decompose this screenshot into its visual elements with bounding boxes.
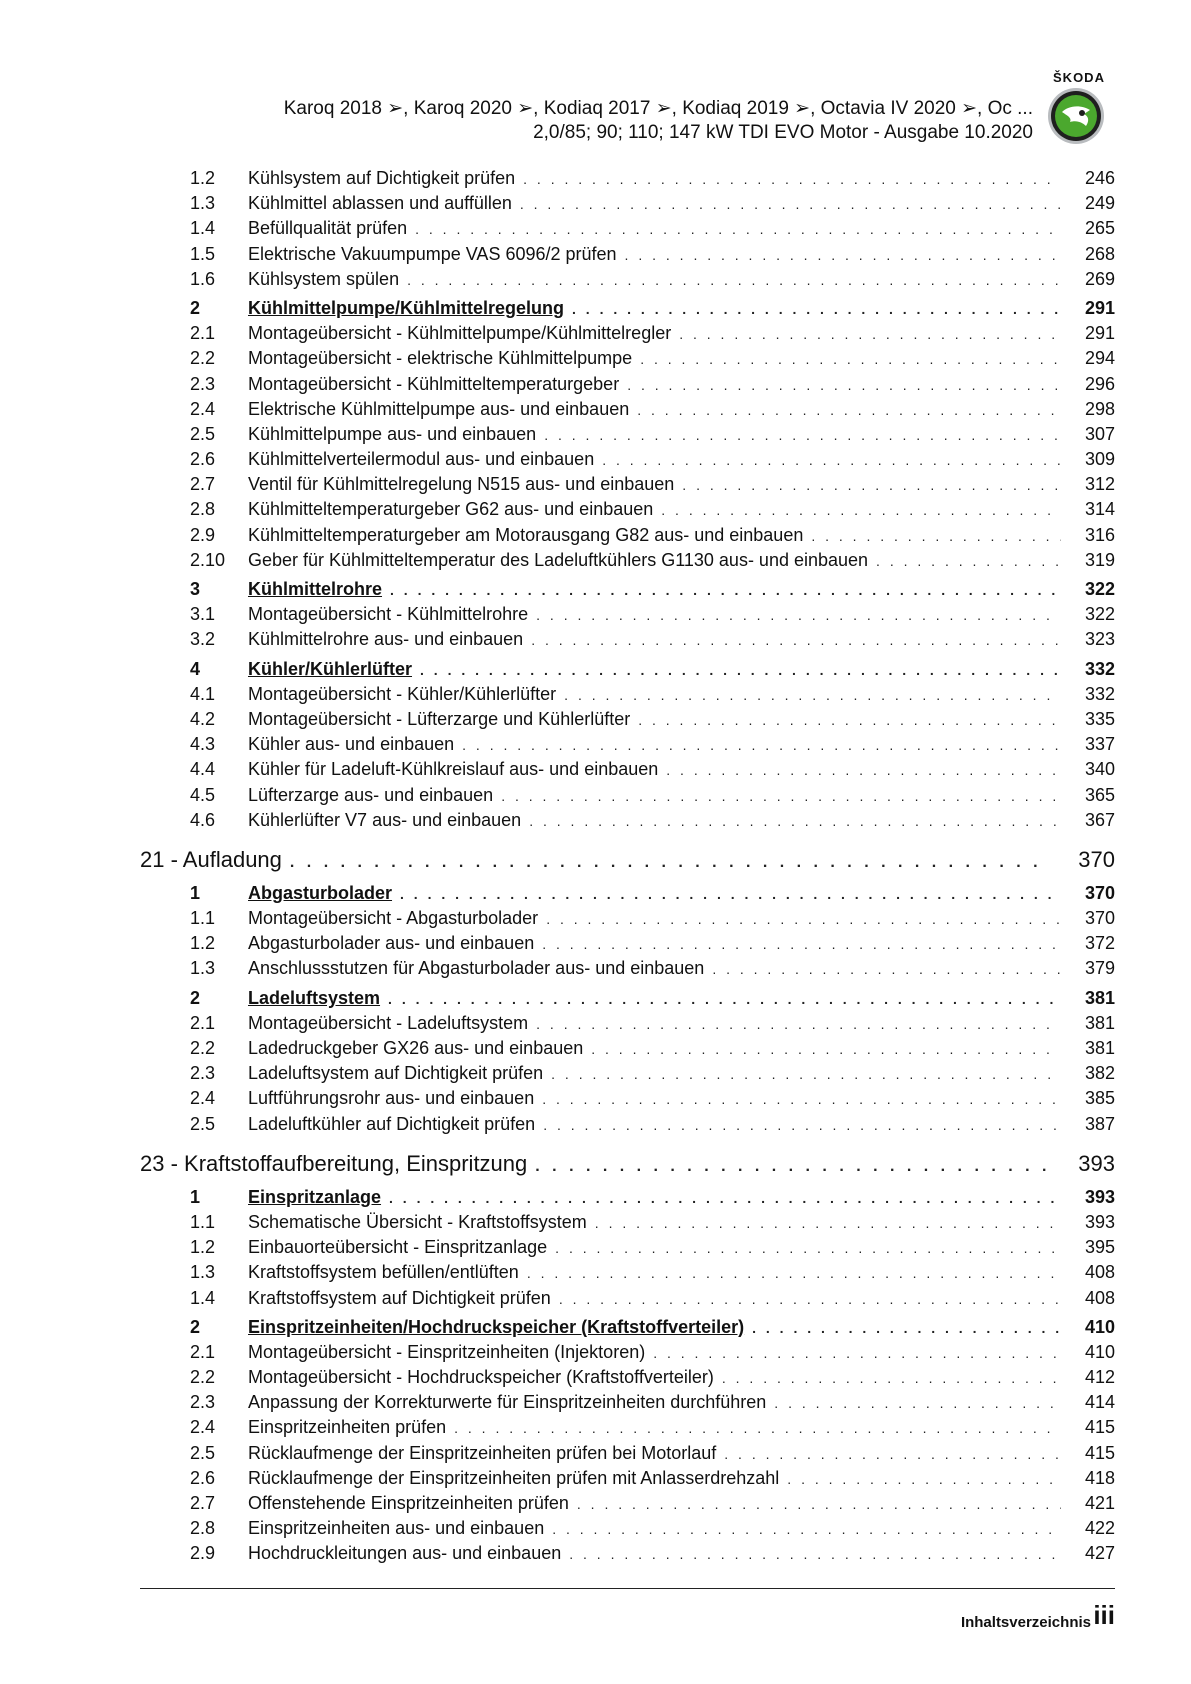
toc-entry-page: 387 — [1084, 1113, 1115, 1134]
toc-dot-leader — [520, 192, 1061, 217]
toc-dot-leader — [542, 1087, 1061, 1112]
toc-entry-page: 319 — [1084, 549, 1115, 570]
toc-entry-title: Montageübersicht - Lüfterzarge und Kühlerlüfter — [248, 708, 631, 729]
toc-entry-sub[interactable] — [140, 447, 1115, 472]
toc-entry-sub[interactable] — [140, 1235, 1115, 1260]
toc-dot-leader — [595, 1211, 1061, 1236]
toc-entry-page: 291 — [1084, 297, 1115, 318]
toc-entry-sub[interactable] — [140, 422, 1115, 447]
header-vehicle-models: Karoq 2018 ➢, Karoq 2020 ➢, Kodiaq 2017 ➢, Kodiaq 2019 ➢, Octavia IV 2020 ➢, Oc ... — [283, 98, 1033, 119]
toc-dot-leader — [531, 628, 1061, 653]
toc-entry-section[interactable] — [140, 1185, 1115, 1210]
toc-entry-page: 370 — [1084, 882, 1115, 903]
toc-entry-title: Montageübersicht - Kühlmittelrohre — [248, 604, 529, 625]
toc-entry-title: Abgasturbolader — [248, 882, 393, 903]
toc-dot-leader — [523, 167, 1061, 192]
toc-entry-number: 4.2 — [190, 708, 216, 729]
toc-entry-number: 1 — [190, 1186, 201, 1207]
toc-entry-number: 3.2 — [190, 629, 216, 650]
toc-entry-sub[interactable] — [140, 1210, 1115, 1235]
toc-dot-leader — [752, 1316, 1061, 1341]
toc-dot-leader — [389, 1186, 1061, 1211]
toc-entry-number: 1.2 — [190, 1237, 216, 1258]
toc-entry-title: Kühlmittelpumpe aus- und einbauen — [248, 423, 537, 444]
toc-entry-title: Elektrische Vakuumpumpe VAS 6096/2 prüfen — [248, 243, 617, 264]
toc-entry-page: 381 — [1084, 1012, 1115, 1033]
toc-entry-title: Ladeluftsystem auf Dichtigkeit prüfen — [248, 1063, 544, 1084]
toc-entry-number: 1.3 — [190, 1262, 216, 1283]
toc-entry-title: Einspritzanlage — [248, 1186, 382, 1207]
toc-entry-sub[interactable] — [140, 346, 1115, 371]
toc-dot-leader — [535, 1150, 1049, 1184]
page-header — [0, 60, 1191, 150]
toc-entry-title: Montageübersicht - Einspritzeinheiten (Injektoren) — [248, 1341, 646, 1362]
toc-entry-title: Kühlmitteltemperaturgeber am Motorausgang G82 aus- und einbauen — [248, 524, 804, 545]
toc-entry-page: 408 — [1084, 1262, 1115, 1283]
toc-entry-sub[interactable] — [140, 783, 1115, 808]
toc-entry-number: 3 — [190, 579, 201, 599]
toc-entry-sub[interactable] — [140, 1112, 1115, 1137]
brand-name: ŠKODA — [1053, 70, 1105, 85]
toc-dot-leader — [407, 268, 1061, 293]
toc-entry-page: 367 — [1084, 809, 1115, 830]
toc-entry-title: Kühlmittelpumpe/Kühlmittelregelung — [248, 297, 565, 318]
toc-entry-sub[interactable] — [140, 1086, 1115, 1111]
toc-entry-title: Montageübersicht - Kühlmitteltemperaturgeber — [248, 373, 620, 394]
toc-dot-leader — [462, 733, 1061, 758]
toc-dot-leader — [542, 932, 1061, 957]
toc-dot-leader — [388, 987, 1061, 1012]
toc-entry-title: Kühlmittelrohre aus- und einbauen — [248, 629, 524, 650]
skoda-logo-icon — [1046, 86, 1106, 146]
toc-entry-section[interactable] — [140, 296, 1115, 321]
toc-entry-number: 3.1 — [190, 604, 216, 625]
toc-entry-title: Hochdruckleitungen aus- und einbauen — [248, 1543, 562, 1564]
toc-entry-page: 296 — [1084, 373, 1115, 394]
toc-entry-title: Luftführungsrohr aus- und einbauen — [248, 1088, 535, 1109]
toc-entry-sub[interactable] — [140, 242, 1115, 267]
toc-entry-number: 2.5 — [190, 1113, 216, 1134]
toc-dot-leader — [400, 882, 1061, 907]
toc-dot-leader — [666, 758, 1061, 783]
toc-entry-sub[interactable] — [140, 732, 1115, 757]
toc-dot-leader — [415, 217, 1061, 242]
toc-dot-leader — [591, 1037, 1061, 1062]
toc-dot-leader — [544, 423, 1061, 448]
toc-entry-sub[interactable] — [140, 602, 1115, 627]
toc-dot-leader — [637, 398, 1061, 423]
toc-entry-number: 2.9 — [190, 524, 216, 545]
toc-entry-section[interactable] — [140, 881, 1115, 906]
toc-dot-leader — [682, 473, 1061, 498]
toc-entry-title: Kühler aus- und einbauen — [248, 734, 455, 755]
toc-entry-number: 2.1 — [190, 1012, 216, 1033]
toc-entry-number: 2.3 — [190, 1392, 216, 1413]
toc-entry-number: 4.3 — [190, 734, 216, 755]
toc-entry-page: 393 — [1078, 1150, 1115, 1176]
toc-dot-leader — [638, 708, 1061, 733]
toc-entry-page: 410 — [1084, 1316, 1115, 1337]
toc-entry-page: 268 — [1084, 243, 1115, 264]
toc-dot-leader — [712, 957, 1061, 982]
toc-dot-leader — [290, 846, 1049, 880]
toc-entry-number: 2.2 — [190, 1367, 216, 1388]
toc-entry-title: Befüllqualität prüfen — [248, 218, 408, 239]
toc-entry-page: 427 — [1084, 1543, 1115, 1564]
toc-entry-number: 4 — [190, 658, 201, 679]
footer-section-label: Inhaltsverzeichnis — [960, 1614, 1091, 1631]
toc-entry-title: 21 - Aufladung — [140, 846, 282, 872]
toc-entry-title: Anschlussstutzen für Abgasturbolader aus- und einbauen — [248, 958, 705, 979]
toc-entry-title: Einspritzeinheiten prüfen — [248, 1417, 447, 1438]
toc-entry-page: 322 — [1084, 579, 1115, 599]
toc-entry-page: 385 — [1084, 1088, 1115, 1109]
toc-entry-page: 312 — [1084, 474, 1115, 495]
toc-entry-sub[interactable] — [140, 1365, 1115, 1390]
toc-entry-title: Kühlmittelrohre — [248, 579, 383, 599]
toc-entry-sub[interactable] — [140, 682, 1115, 707]
toc-entry-title: Montageübersicht - elektrische Kühlmittelpumpe — [248, 348, 633, 369]
toc-entry-title: Anpassung der Korrekturwerte für Einspritzeinheiten durchführen — [248, 1392, 767, 1413]
toc-entry-page: 322 — [1084, 604, 1115, 625]
toc-entry-number: 2.6 — [190, 1467, 216, 1488]
toc-entry-sub[interactable] — [140, 1390, 1115, 1415]
toc-entry-title: Ladeluftsystem — [248, 987, 381, 1008]
toc-entry-page: 418 — [1084, 1467, 1115, 1488]
toc-entry-number: 1.4 — [190, 218, 216, 239]
toc-entry-page: 298 — [1084, 398, 1115, 419]
toc-entry-number: 2.9 — [190, 1543, 216, 1564]
toc-entry-title: Montageübersicht - Kühlmittelpumpe/Kühlmittelregler — [248, 323, 672, 344]
toc-entry-title: Ventil für Kühlmittelregelung N515 aus- und einbauen — [248, 474, 675, 495]
toc-entry-page: 332 — [1084, 683, 1115, 704]
toc-entry-page: 381 — [1084, 1038, 1115, 1058]
toc-entry-chapter[interactable] — [140, 1147, 1115, 1181]
toc-entry-page: 265 — [1084, 218, 1115, 239]
toc-entry-sub[interactable] — [140, 1415, 1115, 1440]
toc-dot-leader — [661, 498, 1061, 523]
toc-entry-number: 2.3 — [190, 1063, 216, 1084]
toc-entry-page: 393 — [1084, 1211, 1115, 1232]
toc-entry-page: 316 — [1084, 524, 1115, 545]
toc-dot-leader — [625, 243, 1061, 268]
toc-entry-number: 1.2 — [190, 933, 216, 954]
toc-entry-sub[interactable] — [140, 1516, 1115, 1541]
toc-entry-title: Montageübersicht - Abgasturbolader — [248, 908, 539, 929]
toc-entry-sub[interactable] — [140, 191, 1115, 216]
toc-dot-leader — [527, 1261, 1061, 1286]
toc-entry-page: 370 — [1078, 846, 1115, 872]
toc-dot-leader — [564, 683, 1061, 708]
toc-entry-title: Offenstehende Einspritzeinheiten prüfen — [248, 1493, 569, 1513]
toc-entry-sub[interactable] — [140, 956, 1115, 981]
toc-entry-section[interactable] — [140, 1315, 1115, 1340]
toc-entry-sub[interactable] — [140, 372, 1115, 397]
toc-dot-leader — [501, 784, 1061, 809]
toc-dot-leader — [572, 297, 1061, 322]
toc-dot-leader — [627, 373, 1061, 398]
toc-entry-number: 2.2 — [190, 1038, 216, 1058]
toc-dot-leader — [679, 322, 1061, 347]
toc-entry-title: Elektrische Kühlmittelpumpe aus- und einbauen — [248, 398, 630, 419]
toc-entry-page: 309 — [1084, 449, 1115, 470]
toc-dot-leader — [787, 1467, 1061, 1492]
toc-entry-sub[interactable] — [140, 267, 1115, 292]
toc-entry-title: 23 - Kraftstoffaufbereitung, Einspritzung — [140, 1150, 528, 1176]
toc-entry-title: Einspritzeinheiten/Hochdruckspeicher (Kraftstoffverteiler) — [248, 1316, 745, 1337]
toc-entry-sub[interactable] — [140, 1441, 1115, 1466]
toc-dot-leader — [577, 1492, 1061, 1517]
toc-entry-number: 2.8 — [190, 1518, 216, 1539]
toc-entry-section[interactable] — [140, 986, 1115, 1011]
toc-entry-title: Ladeluftkühler auf Dichtigkeit prüfen — [248, 1113, 536, 1134]
toc-entry-title: Kühlerlüfter V7 aus- und einbauen — [248, 809, 522, 830]
toc-entry-title: Kühlmitteltemperaturgeber G62 aus- und einbauen — [248, 499, 654, 520]
toc-entry-page: 307 — [1084, 423, 1115, 444]
toc-entry-sub[interactable] — [140, 523, 1115, 548]
toc-dot-leader — [536, 603, 1061, 628]
toc-entry-page: 335 — [1084, 708, 1115, 729]
footer-divider — [140, 1588, 1115, 1589]
toc-entry-number: 1.5 — [190, 243, 216, 264]
header-engine-edition: 2,0/85; 90; 110; 147 kW TDI EVO Motor - Ausgabe 10.2020 — [533, 122, 1033, 143]
toc-entry-sub[interactable] — [140, 627, 1115, 652]
toc-dot-leader — [774, 1391, 1061, 1416]
toc-dot-leader — [811, 524, 1061, 549]
toc-entry-number: 2.4 — [190, 1088, 216, 1109]
toc-entry-page: 410 — [1084, 1341, 1115, 1362]
toc-entry-sub[interactable] — [140, 1260, 1115, 1285]
toc-dot-leader — [559, 1287, 1061, 1312]
toc-entry-title: Kraftstoffsystem befüllen/entlüften — [248, 1262, 519, 1283]
toc-entry-page: 421 — [1084, 1493, 1115, 1513]
toc-entry-number: 1.4 — [190, 1287, 216, 1308]
toc-entry-sub[interactable] — [140, 472, 1115, 497]
toc-entry-number: 4.4 — [190, 759, 216, 780]
toc-entry-page: 379 — [1084, 958, 1115, 979]
toc-entry-title: Schematische Übersicht - Kraftstoffsystem — [248, 1211, 587, 1232]
toc-entry-page: 323 — [1084, 629, 1115, 650]
toc-entry-page: 382 — [1084, 1063, 1115, 1084]
toc-dot-leader — [640, 347, 1061, 372]
toc-entry-number: 2.8 — [190, 499, 216, 520]
toc-entry-number: 1.2 — [190, 168, 216, 188]
toc-entry-page: 395 — [1084, 1237, 1115, 1258]
toc-entry-sub[interactable] — [140, 1541, 1115, 1566]
toc-entry-title: Einspritzeinheiten aus- und einbauen — [248, 1518, 545, 1539]
toc-dot-leader — [529, 809, 1061, 834]
toc-dot-leader — [420, 658, 1061, 683]
toc-entry-title: Kühlsystem auf Dichtigkeit prüfen — [248, 168, 516, 188]
toc-entry-page: 422 — [1084, 1518, 1115, 1539]
toc-dot-leader — [569, 1542, 1061, 1567]
toc-dot-leader — [552, 1517, 1061, 1542]
toc-entry-title: Kühlmittelverteilermodul aus- und einbauen — [248, 449, 595, 470]
toc-entry-number: 2.3 — [190, 373, 216, 394]
toc-dot-leader — [536, 1012, 1061, 1037]
toc-dot-leader — [602, 448, 1061, 473]
toc-entry-sub[interactable] — [140, 1036, 1115, 1061]
toc-entry-title: Rücklaufmenge der Einspritzeinheiten prüfen bei Motorlauf — [248, 1442, 717, 1463]
toc-entry-title: Kühlmittel ablassen und auffüllen — [248, 193, 512, 214]
toc-entry-sub[interactable] — [140, 808, 1115, 833]
toc-entry-sub[interactable] — [140, 931, 1115, 956]
toc-entry-section[interactable] — [140, 657, 1115, 682]
toc-entry-number: 2.5 — [190, 423, 216, 444]
toc-entry-sub[interactable] — [140, 166, 1115, 191]
toc-entry-number: 1.1 — [190, 1211, 216, 1232]
toc-entry-page: 412 — [1084, 1367, 1115, 1388]
toc-entry-title: Lüfterzarge aus- und einbauen — [248, 784, 494, 805]
toc-entry-number: 2.10 — [190, 549, 226, 570]
toc-entry-title: Abgasturbolader aus- und einbauen — [248, 933, 535, 954]
toc-entry-page: 314 — [1084, 499, 1115, 520]
toc-entry-title: Kühler/Kühlerlüfter — [248, 658, 413, 679]
toc-entry-page: 393 — [1084, 1186, 1115, 1207]
toc-dot-leader — [722, 1366, 1061, 1391]
table-of-contents — [140, 166, 1115, 1567]
toc-dot-leader — [543, 1113, 1061, 1138]
toc-entry-sub[interactable] — [140, 397, 1115, 422]
toc-entry-page: 269 — [1084, 268, 1115, 289]
toc-entry-page: 249 — [1084, 193, 1115, 214]
toc-dot-leader — [555, 1236, 1061, 1261]
toc-entry-number: 1 — [190, 882, 201, 903]
toc-entry-title: Montageübersicht - Hochdruckspeicher (Kraftstoffverteiler) — [248, 1367, 714, 1388]
toc-entry-sub[interactable] — [140, 216, 1115, 241]
toc-entry-number: 4.1 — [190, 683, 216, 704]
toc-entry-chapter[interactable] — [140, 843, 1115, 877]
toc-entry-number: 1.3 — [190, 193, 216, 214]
toc-dot-leader — [551, 1062, 1061, 1087]
toc-entry-number: 2 — [190, 1316, 201, 1337]
toc-entry-number: 2.5 — [190, 1442, 216, 1463]
toc-entry-sub[interactable] — [140, 1061, 1115, 1086]
toc-entry-sub[interactable] — [140, 757, 1115, 782]
toc-entry-title: Kühlsystem spülen — [248, 268, 400, 289]
toc-entry-title: Geber für Kühlmitteltemperatur des Ladeluftkühlers G1130 aus- und einbauen — [248, 549, 869, 570]
toc-entry-title: Ladedruckgeber GX26 aus- und einbauen — [248, 1038, 584, 1058]
toc-entry-section[interactable] — [140, 577, 1115, 602]
toc-entry-sub[interactable] — [140, 321, 1115, 346]
toc-entry-page: 246 — [1084, 168, 1115, 188]
toc-entry-number: 4.5 — [190, 784, 216, 805]
toc-entry-page: 408 — [1084, 1287, 1115, 1308]
toc-entry-sub[interactable] — [140, 1011, 1115, 1036]
toc-entry-page: 365 — [1084, 784, 1115, 805]
toc-entry-sub[interactable] — [140, 707, 1115, 732]
toc-entry-title: Kraftstoffsystem auf Dichtigkeit prüfen — [248, 1287, 551, 1308]
toc-entry-page: 340 — [1084, 759, 1115, 780]
toc-entry-number: 2.2 — [190, 348, 216, 369]
toc-dot-leader — [390, 578, 1061, 603]
toc-entry-number: 1.3 — [190, 958, 216, 979]
toc-entry-page: 337 — [1084, 734, 1115, 755]
toc-entry-sub[interactable] — [140, 497, 1115, 522]
toc-entry-sub[interactable] — [140, 1340, 1115, 1365]
toc-entry-page: 381 — [1084, 987, 1115, 1008]
toc-dot-leader — [876, 549, 1061, 574]
toc-entry-number: 1.6 — [190, 268, 216, 289]
toc-dot-leader — [724, 1442, 1061, 1467]
toc-entry-sub[interactable] — [140, 906, 1115, 931]
toc-entry-title: Kühler für Ladeluft-Kühlkreislauf aus- und einbauen — [248, 759, 659, 780]
toc-entry-number: 1.1 — [190, 908, 216, 929]
footer-page-number: iii — [1093, 1600, 1115, 1630]
toc-entry-number: 2.7 — [190, 474, 216, 495]
toc-entry-number: 2.4 — [190, 398, 216, 419]
toc-entry-number: 2 — [190, 987, 201, 1008]
toc-entry-page: 332 — [1084, 658, 1115, 679]
toc-entry-number: 2 — [190, 297, 201, 318]
toc-entry-page: 294 — [1084, 348, 1115, 369]
toc-entry-number: 2.7 — [190, 1493, 216, 1513]
toc-entry-number: 2.6 — [190, 449, 216, 470]
toc-entry-page: 372 — [1084, 933, 1115, 954]
toc-entry-page: 414 — [1084, 1392, 1115, 1413]
toc-entry-title: Montageübersicht - Ladeluftsystem — [248, 1012, 529, 1033]
toc-entry-page: 415 — [1084, 1442, 1115, 1463]
toc-entry-sub[interactable] — [140, 548, 1115, 573]
toc-entry-sub[interactable] — [140, 1286, 1115, 1311]
toc-entry-title: Rücklaufmenge der Einspritzeinheiten prüfen mit Anlasserdrehzahl — [248, 1467, 780, 1488]
toc-entry-page: 415 — [1084, 1417, 1115, 1438]
toc-entry-page: 370 — [1084, 908, 1115, 929]
toc-entry-sub[interactable] — [140, 1491, 1115, 1516]
toc-entry-number: 2.1 — [190, 323, 216, 344]
toc-entry-number: 2.1 — [190, 1341, 216, 1362]
toc-entry-number: 4.6 — [190, 809, 216, 830]
toc-entry-sub[interactable] — [140, 1466, 1115, 1491]
toc-entry-page: 291 — [1084, 323, 1115, 344]
toc-entry-title: Montageübersicht - Kühler/Kühlerlüfter — [248, 683, 557, 704]
toc-dot-leader — [546, 907, 1061, 932]
toc-dot-leader — [454, 1416, 1061, 1441]
toc-dot-leader — [653, 1341, 1061, 1366]
toc-entry-number: 2.4 — [190, 1417, 216, 1438]
toc-entry-title: Einbauorteübersicht - Einspritzanlage — [248, 1237, 548, 1258]
